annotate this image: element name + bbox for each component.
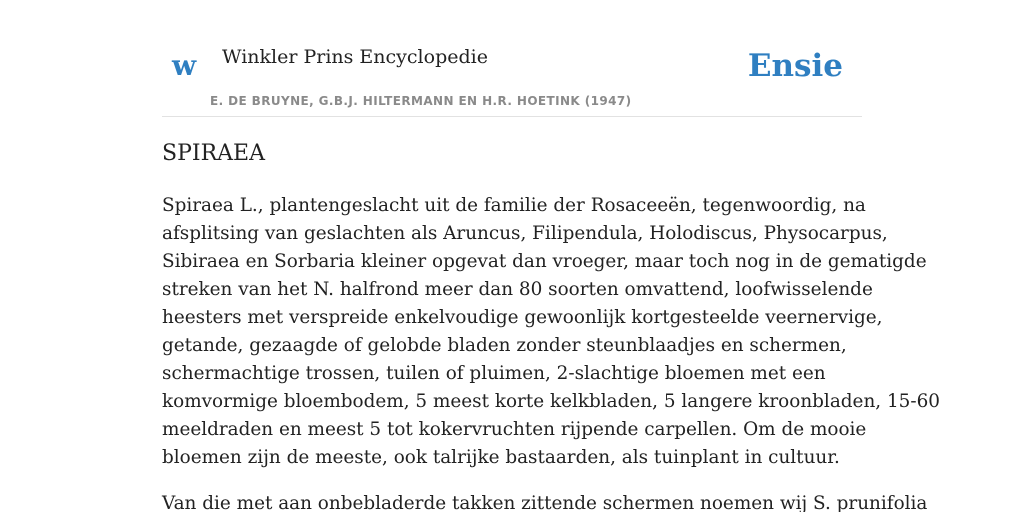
text-line: Van die met aan onbebladerde takken zittende schermen noemen wij S. prunifolia	[162, 493, 928, 512]
text-line: afsplitsing van geslachten als Aruncus, Filipendula, Holodiscus, Physocarpus,	[162, 223, 888, 244]
text-line: Spiraea L., plantengeslacht uit de familie der Rosaceeën, tegenwoordig, na	[162, 195, 866, 216]
text-line: heesters met verspreide enkelvoudige gewoonlijk kortgesteelde veernervige,	[162, 307, 883, 328]
winkler-prins-logo[interactable]: w	[172, 49, 197, 82]
text-line: komvormige bloembodem, 5 meest korte kelkbladen, 5 langere kroonbladen, 15-60	[162, 391, 940, 412]
text-line: Sibiraea en Sorbaria kleiner opgevat dan vroeger, maar toch nog in de gematigde	[162, 251, 927, 272]
text-line: bloemen zijn de meeste, ook talrijke bastaarden, als tuinplant in cultuur.	[162, 447, 840, 468]
text-line: schermachtige trossen, tuilen of pluimen, 2-slachtige bloemen met een	[162, 363, 826, 384]
source-authors: E. DE BRUYNE, G.B.J. HILTERMANN EN H.R. HOETINK (1947)	[210, 94, 632, 108]
source-title[interactable]: Winkler Prins Encyclopedie	[222, 46, 488, 68]
text-line: getande, gezaagde of gelobde bladen zonder steunblaadjes en schermen,	[162, 335, 847, 356]
ensie-logo[interactable]: Ensie	[747, 48, 843, 84]
paragraph-1	[162, 192, 940, 472]
text-line: meeldraden en meest 5 tot kokervruchten rijpende carpellen. Om de mooie	[162, 419, 867, 440]
entry-body	[162, 192, 940, 512]
source-header	[162, 0, 862, 117]
entry-title: SPIRAEA	[162, 141, 265, 166]
text-line: streken van het N. halfrond meer dan 80 soorten omvattend, loofwisselende	[162, 279, 873, 300]
paragraph-2	[162, 490, 928, 512]
